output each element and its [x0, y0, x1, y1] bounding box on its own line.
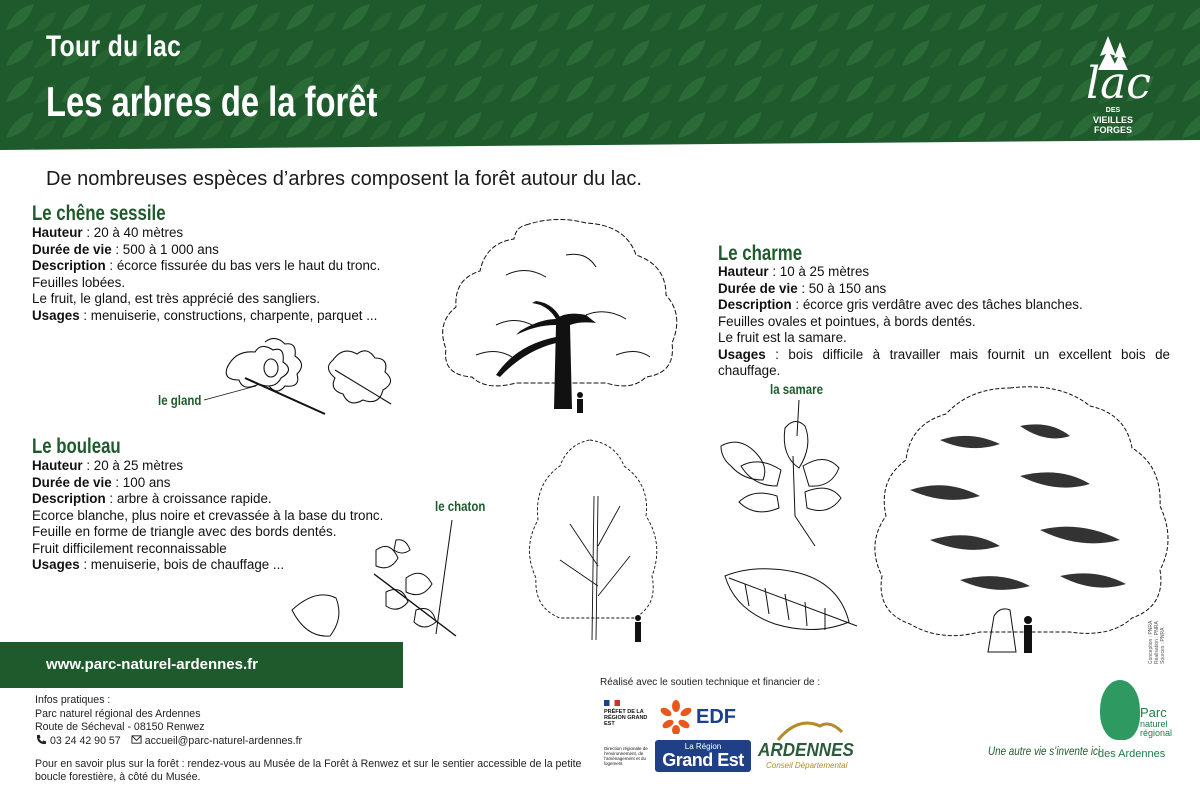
leader-line — [200, 384, 260, 404]
label-chaton: le chaton — [435, 498, 486, 514]
email-address[interactable]: accueil@parc-naturel-ardennes.fr — [144, 735, 303, 747]
logo-des: DES — [1105, 107, 1121, 114]
birch-leaves-drawing — [286, 514, 476, 644]
ardennes-logo — [758, 712, 854, 770]
infos-address: Route de Sécheval - 08150 Renwez — [35, 721, 205, 733]
more-info-text: Pour en savoir plus sur la forêt : rendez-vous au Musée de la Forêt à Renwez et sur le sentier accessible de la petite boucle forestière, à côté du Musée. — [35, 758, 582, 783]
prefet-logo — [604, 700, 648, 770]
text-line: Feuilles ovales et pointues, à bords dentés. — [718, 313, 976, 329]
label-hauteur: Hauteur — [32, 225, 83, 240]
value-hauteur: : 20 à 40 mètres — [82, 225, 184, 240]
birch-tree-drawing — [520, 436, 670, 648]
pnr-naturel-text: naturel — [1140, 719, 1168, 729]
text-line: Fruit difficilement reconnaissable — [32, 540, 227, 556]
species-title-charme: Le charme — [718, 242, 803, 265]
logo-vieilles: VIEILLES — [1092, 115, 1133, 125]
contact-line — [36, 734, 302, 747]
email-icon — [131, 734, 142, 745]
email-item — [131, 734, 302, 747]
text-line: Ecorce blanche, plus noire et crevassée à la base du tronc. — [32, 507, 384, 523]
value-description: : écorce fissurée du bas vers le haut du tronc. — [105, 258, 381, 273]
oak-leaves-drawing — [215, 330, 415, 420]
value-description: : écorce gris verdâtre avec des tâches blanches. — [791, 297, 1083, 312]
text-line: Feuilles lobées. — [32, 274, 126, 290]
label-duree: Durée de vie — [32, 474, 112, 490]
region-small-text: La Région — [684, 742, 722, 751]
ardennes-mountain-icon — [758, 712, 854, 742]
label-duree: Durée de vie — [718, 280, 798, 296]
edf-logo — [658, 700, 748, 736]
text-line: Le fruit, le gland, est très apprécié des sangliers. — [32, 291, 321, 306]
label-gland: le gland — [158, 392, 202, 408]
label-usages: Usages — [718, 346, 766, 362]
logo-text: lac — [1086, 58, 1151, 109]
pnr-parc-text: Parc — [1140, 705, 1167, 720]
infos-pratiques — [35, 694, 205, 735]
header-banner — [0, 0, 1200, 160]
pnr-leaf-icon — [1100, 680, 1140, 740]
label-hauteur: Hauteur — [32, 458, 83, 473]
dreal-text: Direction régionale de l’environnement, de l’aménagement et du logement — [604, 746, 648, 766]
text-line: Le fruit est la samare. — [718, 330, 847, 345]
value-description: : arbre à croissance rapide. — [105, 491, 272, 506]
label-usages: Usages — [32, 307, 80, 323]
french-flag-icon — [604, 700, 620, 706]
phone-icon — [36, 734, 47, 745]
pnr-ardennes-logo — [1098, 678, 1188, 766]
phone-item — [36, 734, 121, 747]
hornbeam-samara-and-leaf-drawing — [715, 396, 865, 656]
edf-text: EDF — [696, 706, 736, 728]
pnr-naturel-regional — [1140, 720, 1172, 738]
intro-text: De nombreuses espèces d’arbres composent la forêt autour du lac. — [46, 168, 642, 190]
lac-logo — [1080, 34, 1151, 135]
value-usages: : bois difficile à travailler mais fournit un excellent bois de chauffage. — [718, 346, 1170, 378]
page-pretitle: Tour du lac — [46, 30, 182, 63]
logo-vieilles-forges — [1080, 115, 1146, 135]
page-title: Les arbres de la forêt — [46, 78, 378, 125]
slogan: Une autre vie s’invente ici — [988, 744, 1101, 758]
region-big-text: Grand Est — [662, 750, 744, 770]
label-duree: Durée de vie — [32, 241, 112, 257]
text-line: Feuille en forme de triangle avec des bords dentés. — [32, 524, 337, 539]
credits-text: Conception : PNRA Réalisation : PNRA Sources : PNRA — [1148, 620, 1166, 664]
edf-burst-icon — [658, 700, 694, 734]
grand-est-logo — [655, 740, 751, 772]
value-hauteur: : 10 à 25 mètres — [768, 264, 870, 279]
website-link[interactable]: www.parc-naturel-ardennes.fr — [46, 656, 258, 673]
pnr-des-ardennes-text: des Ardennes — [1098, 748, 1166, 760]
pnr-regional-text: régional — [1140, 728, 1173, 738]
support-text: Réalisé avec le soutien technique et financier de : — [600, 677, 821, 688]
species-text-charme — [718, 264, 1170, 380]
label-hauteur: Hauteur — [718, 264, 769, 279]
value-usages: : menuiserie, bois de chauffage ... — [79, 557, 285, 572]
ardennes-sub-text: Conseil Départemental — [766, 761, 848, 770]
logo-forges: FORGES — [1093, 125, 1132, 135]
infos-title: Infos pratiques : — [35, 694, 111, 706]
oak-tree-drawing — [436, 215, 686, 425]
prefet-text: PRÉFET DE LA RÉGION GRAND EST — [604, 709, 648, 727]
value-usages: : menuiserie, constructions, charpente, parquet ... — [79, 307, 378, 323]
label-samare: la samare — [770, 381, 823, 397]
label-usages: Usages — [32, 557, 80, 572]
value-duree: : 100 ans — [111, 474, 171, 490]
species-text-chene — [32, 225, 432, 324]
value-duree: : 500 à 1 000 ans — [111, 241, 219, 257]
value-duree: : 50 à 150 ans — [797, 280, 887, 296]
ardennes-text: ARDENNES — [758, 740, 854, 760]
label-description: Description — [718, 297, 792, 312]
value-hauteur: : 20 à 25 mètres — [82, 458, 184, 473]
species-title-bouleau: Le bouleau — [32, 435, 121, 458]
hornbeam-tree-drawing — [870, 380, 1180, 660]
species-title-chene: Le chêne sessile — [32, 202, 166, 225]
label-description: Description — [32, 491, 106, 506]
label-description: Description — [32, 258, 106, 273]
infos-org: Parc naturel régional des Ardennes — [35, 707, 201, 720]
phone-number[interactable]: 03 24 42 90 57 — [50, 735, 121, 747]
